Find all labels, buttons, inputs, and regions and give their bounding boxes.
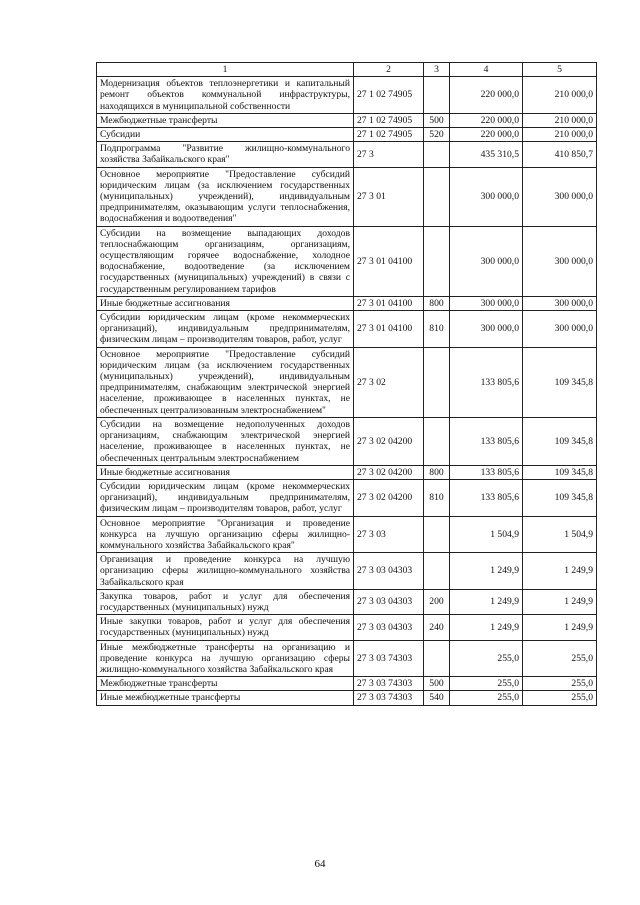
row-value-col5: 300 000,0 (523, 311, 597, 348)
row-value-col4: 255,0 (450, 691, 523, 705)
row-code-cell: 27 3 03 04303 (354, 553, 424, 590)
table-row (97, 691, 597, 705)
row-value-col4: 255,0 (450, 640, 523, 677)
row-code-cell: 27 1 02 74905 (354, 113, 424, 127)
row-vr-cell (424, 640, 450, 677)
row-vr-cell (424, 347, 450, 417)
table-row (97, 516, 597, 553)
row-name-cell: Иные бюджетные ассигнования (97, 296, 354, 310)
row-value-col4: 1 249,9 (450, 553, 523, 590)
row-code-cell: 27 3 03 (354, 516, 424, 553)
row-value-col5: 210 000,0 (523, 128, 597, 142)
row-value-col4: 220 000,0 (450, 77, 523, 114)
row-code-cell: 27 3 03 04303 (354, 615, 424, 640)
row-vr-cell: 810 (424, 479, 450, 516)
row-vr-cell: 200 (424, 589, 450, 614)
row-vr-cell (424, 142, 450, 167)
row-value-col4: 1 504,9 (450, 516, 523, 553)
row-vr-cell (424, 553, 450, 590)
header-cell: 5 (523, 63, 597, 77)
row-value-col5: 255,0 (523, 640, 597, 677)
row-code-cell: 27 3 01 (354, 167, 424, 226)
row-vr-cell: 240 (424, 615, 450, 640)
table-row (97, 677, 597, 691)
row-name-cell: Межбюджетные трансферты (97, 677, 354, 691)
row-value-col4: 133 805,6 (450, 417, 523, 465)
row-value-col5: 300 000,0 (523, 226, 597, 296)
row-name-cell: Субсидии юридическим лицам (кроме некоммерческих организаций), индивидуальным предпринимателям, физическим лицам – производителям товаров, работ, услуг (97, 311, 354, 348)
row-value-col4: 220 000,0 (450, 128, 523, 142)
row-value-col5: 255,0 (523, 677, 597, 691)
row-vr-cell: 520 (424, 128, 450, 142)
row-vr-cell: 500 (424, 113, 450, 127)
row-value-col5: 1 249,9 (523, 615, 597, 640)
row-value-col5: 109 345,8 (523, 465, 597, 479)
row-name-cell: Иные закупки товаров, работ и услуг для обеспечения государственных (муниципальных) нужд (97, 615, 354, 640)
row-vr-cell (424, 167, 450, 226)
row-value-col4: 300 000,0 (450, 296, 523, 310)
row-name-cell: Субсидии на возмещение недополученных доходов организациям, снабжающим электрической энергией население, проживающее в населенных пунктах, не обеспеченных центральным электроснабжением (97, 417, 354, 465)
row-name-cell: Организация и проведение конкурса на лучшую организацию сферы жилищно-коммунального хозяйства Забайкальского края (97, 553, 354, 590)
row-value-col4: 300 000,0 (450, 167, 523, 226)
budget-table (96, 62, 597, 706)
row-value-col4: 1 249,9 (450, 589, 523, 614)
row-value-col5: 255,0 (523, 691, 597, 705)
table-row (97, 311, 597, 348)
row-code-cell: 27 1 02 74905 (354, 77, 424, 114)
row-value-col5: 1 249,9 (523, 589, 597, 614)
row-value-col5: 300 000,0 (523, 167, 597, 226)
row-value-col5: 210 000,0 (523, 77, 597, 114)
row-value-col4: 133 805,6 (450, 479, 523, 516)
table-row (97, 77, 597, 114)
table-row (97, 553, 597, 590)
table-row (97, 589, 597, 614)
row-value-col5: 109 345,8 (523, 417, 597, 465)
row-value-col5: 1 249,9 (523, 553, 597, 590)
header-cell: 4 (450, 63, 523, 77)
row-name-cell: Основное мероприятие "Предоставление субсидий юридическим лицам (за исключением государственных (муниципальных) учреждений), индивидуальным предпринимателям, оказывающим услуги теплоснабжения, водоснабжения и водоотведения" (97, 167, 354, 226)
table-row (97, 226, 597, 296)
row-vr-cell: 800 (424, 296, 450, 310)
row-vr-cell: 800 (424, 465, 450, 479)
row-code-cell: 27 3 03 04303 (354, 589, 424, 614)
row-name-cell: Межбюджетные трансферты (97, 113, 354, 127)
row-value-col4: 133 805,6 (450, 347, 523, 417)
row-name-cell: Субсидии (97, 128, 354, 142)
table-row (97, 615, 597, 640)
row-value-col5: 1 504,9 (523, 516, 597, 553)
row-vr-cell: 500 (424, 677, 450, 691)
table-row (97, 128, 597, 142)
table-row (97, 142, 597, 167)
row-vr-cell (424, 417, 450, 465)
table-row (97, 479, 597, 516)
row-name-cell: Иные межбюджетные трансферты (97, 691, 354, 705)
table-row (97, 347, 597, 417)
row-value-col4: 220 000,0 (450, 113, 523, 127)
row-value-col5: 109 345,8 (523, 347, 597, 417)
row-code-cell: 27 3 01 04100 (354, 296, 424, 310)
table-row (97, 465, 597, 479)
table-row (97, 296, 597, 310)
page-number: 64 (314, 858, 326, 870)
row-value-col4: 133 805,6 (450, 465, 523, 479)
row-value-col4: 255,0 (450, 677, 523, 691)
row-vr-cell (424, 226, 450, 296)
row-value-col5: 109 345,8 (523, 479, 597, 516)
row-value-col5: 300 000,0 (523, 296, 597, 310)
row-vr-cell (424, 516, 450, 553)
row-value-col5: 210 000,0 (523, 113, 597, 127)
row-value-col4: 300 000,0 (450, 311, 523, 348)
row-code-cell: 27 3 03 74303 (354, 677, 424, 691)
row-name-cell: Иные межбюджетные трансферты на организацию и проведение конкурса на лучшую организацию сферы жилищно-коммунального хозяйства Забайкальского края (97, 640, 354, 677)
row-name-cell: Основное мероприятие "Организация и проведение конкурса на лучшую организацию сферы жилищно-коммунального хозяйства Забайкальского края" (97, 516, 354, 553)
row-code-cell: 27 3 01 04100 (354, 226, 424, 296)
row-value-col4: 300 000,0 (450, 226, 523, 296)
row-vr-cell: 810 (424, 311, 450, 348)
row-name-cell: Модернизация объектов теплоэнергетики и капитальный ремонт объектов коммунальной инфраструктуры, находящихся в муниципальной собственности (97, 77, 354, 114)
row-code-cell: 27 3 02 04200 (354, 465, 424, 479)
row-vr-cell (424, 77, 450, 114)
header-cell: 2 (354, 63, 424, 77)
row-code-cell: 27 3 02 04200 (354, 479, 424, 516)
row-name-cell: Подпрограмма "Развитие жилищно-коммунального хозяйства Забайкальского края" (97, 142, 354, 167)
row-code-cell: 27 3 03 74303 (354, 640, 424, 677)
table-row (97, 113, 597, 127)
row-code-cell: 27 3 02 04200 (354, 417, 424, 465)
table-row (97, 417, 597, 465)
table-row (97, 640, 597, 677)
row-code-cell: 27 3 03 74303 (354, 691, 424, 705)
row-code-cell: 27 3 02 (354, 347, 424, 417)
row-code-cell: 27 3 (354, 142, 424, 167)
row-code-cell: 27 1 02 74905 (354, 128, 424, 142)
row-value-col4: 1 249,9 (450, 615, 523, 640)
row-name-cell: Основное мероприятие "Предоставление субсидий юридическим лицам (за исключением государственных (муниципальных) учреждений), индивидуальным предпринимателям, снабжающим электрической энергией население, проживающее в населенных пунктах, не обеспеченных централизованным электроснабжением" (97, 347, 354, 417)
header-cell: 1 (97, 63, 354, 77)
table-header-row (97, 63, 597, 77)
row-name-cell: Субсидии на возмещение выпадающих доходов теплоснабжающим организациям, организациям, осуществляющим горячее водоснабжение, холодное водоснабжение, водоотведение (за исключением государственных (муниципальных) учреждений) в связи с государственным регулированием тарифов (97, 226, 354, 296)
header-cell: 3 (424, 63, 450, 77)
row-value-col5: 410 850,7 (523, 142, 597, 167)
row-name-cell: Иные бюджетные ассигнования (97, 465, 354, 479)
row-vr-cell: 540 (424, 691, 450, 705)
row-value-col4: 435 310,5 (450, 142, 523, 167)
row-name-cell: Субсидии юридическим лицам (кроме некоммерческих организаций), индивидуальным предпринимателям, физическим лицам – производителям товаров, работ, услуг (97, 479, 354, 516)
table-row (97, 167, 597, 226)
row-name-cell: Закупка товаров, работ и услуг для обеспечения государственных (муниципальных) нужд (97, 589, 354, 614)
row-code-cell: 27 3 01 04100 (354, 311, 424, 348)
